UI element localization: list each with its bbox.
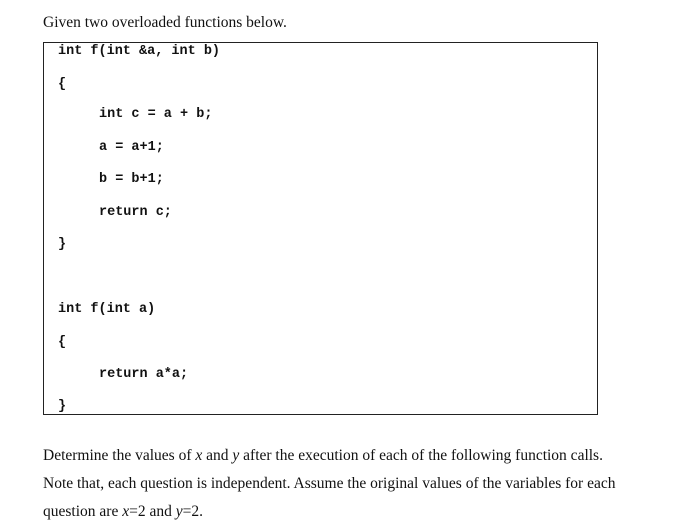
code-block bbox=[43, 42, 598, 415]
function2-open-brace: { bbox=[58, 335, 67, 350]
function1-line-1: int c = a + b; bbox=[99, 107, 213, 122]
question-line-3 bbox=[43, 498, 663, 526]
variable-y-value: y bbox=[175, 503, 183, 520]
variable-x-value: x bbox=[122, 503, 130, 520]
question-line-3-part-1: question are bbox=[43, 503, 123, 520]
function1-close-brace: } bbox=[58, 237, 67, 252]
question-line-1-part-3: after the execution of each of the following function calls. bbox=[239, 447, 603, 464]
question-line-1 bbox=[43, 442, 663, 470]
variable-x: x bbox=[195, 447, 203, 464]
function1-signature: int f(int &a, int b) bbox=[58, 44, 221, 59]
function2-signature: int f(int a) bbox=[58, 302, 156, 317]
function1-line-4: return c; bbox=[99, 205, 172, 220]
function1-line-2: a = a+1; bbox=[99, 140, 164, 155]
variable-y: y bbox=[232, 447, 240, 464]
function2-line-1: return a*a; bbox=[99, 367, 189, 382]
question-line-3-part-2: =2 and bbox=[129, 503, 176, 520]
function1-line-3: b = b+1; bbox=[99, 172, 164, 187]
function2-close-brace: } bbox=[58, 399, 67, 414]
question-line-3-part-3: =2. bbox=[182, 503, 203, 520]
question-text bbox=[43, 442, 663, 526]
question-line-1-part-1: Determine the values of bbox=[43, 447, 196, 464]
intro-text: Given two overloaded functions below. bbox=[43, 14, 287, 31]
question-line-2: Note that, each question is independent. Assume the original values of the variables for each bbox=[43, 475, 616, 492]
function1-open-brace: { bbox=[58, 77, 67, 92]
question-line-1-part-2: and bbox=[202, 447, 233, 464]
